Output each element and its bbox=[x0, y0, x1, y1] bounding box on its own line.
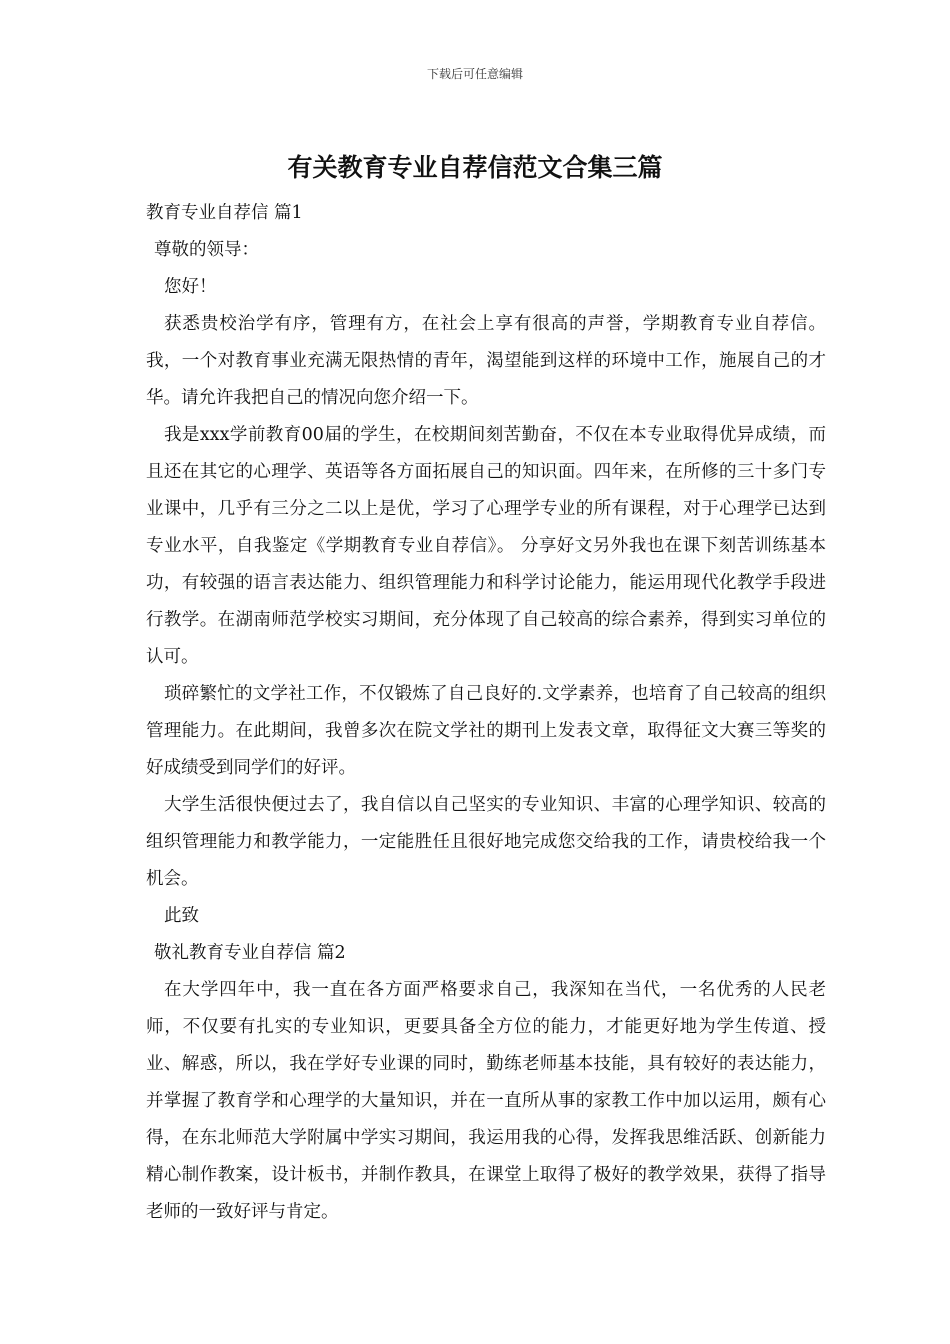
paragraph-3: 琐碎繁忙的文学社工作，不仅锻炼了自己良好的.文学素养，也培育了自己较高的组织管理能力。在此期间，我曾多次在院文学社的期刊上发表文章，取得征文大赛三等奖的好成绩受到同学们的好评。 bbox=[146, 684, 826, 778]
closing-line: 此致 bbox=[164, 906, 199, 926]
section-2-heading: 敬礼教育专业自荐信 篇2 bbox=[154, 943, 346, 963]
paragraph-2: 我是xxx学前教育00届的学生，在校期间刻苦勤奋，不仅在本专业取得优异成绩，而且还在其它的心理学、英语等各方面拓展自己的知识面。四年来，在所修的三十多门专业课中，几乎有三分之二以上是优，学习了心理学专业的所有课程，对于心理学已达到专业水平，自我鉴定《学期教育专业自荐信》。 分享好文另外我也在课下刻苦训练基本功，有较强的语言表达能力、组织管理能力和科学讨论能力，能运用现代化教学手段进行教学。在湖南师范学校实习期间，充分体现了自己较高的综合素养，得到实习单位的认可。 bbox=[146, 425, 826, 667]
document-title: 有关教育专业自荐信范文合集三篇 bbox=[287, 153, 663, 182]
paragraph-1: 获悉贵校治学有序，管理有方，在社会上享有很高的声誉，学期教育专业自荐信。我，一个对教育事业充满无限热情的青年，渴望能到这样的环境中工作，施展自己的才华。请允许我把自己的情况向您介绍一下。 bbox=[146, 314, 826, 408]
paragraph-5: 在大学四年中，我一直在各方面严格要求自己，我深知在当代，一名优秀的人民老师，不仅要有扎实的专业知识，更要具备全方位的能力，才能更好地为学生传道、授业、解惑，所以，我在学好专业课的同时，勤练老师基本技能，具有较好的表达能力，并掌握了教育学和心理学的大量知识，并在一直所从事的家教工作中加以运用，颇有心得，在东北师范大学附属中学实习期间，我运用我的心得，发挥我思维活跃、创新能力精心制作教案，设计板书，并制作教具，在课堂上取得了极好的教学效果，获得了指导老师的一致好评与肯定。 bbox=[146, 980, 826, 1222]
salutation: 尊敬的领导： bbox=[154, 240, 259, 260]
greeting: 您好！ bbox=[164, 277, 217, 297]
paragraph-4: 大学生活很快便过去了，我自信以自己坚实的专业知识、丰富的心理学知识、较高的组织管理能力和教学能力，一定能胜任且很好地完成您交给我的工作，请贵校给我一个机会。 bbox=[146, 795, 826, 889]
page-header-note: 下载后可任意编辑 bbox=[426, 67, 523, 81]
section-1-heading: 教育专业自荐信 篇1 bbox=[146, 203, 303, 223]
document-body bbox=[146, 195, 826, 1231]
